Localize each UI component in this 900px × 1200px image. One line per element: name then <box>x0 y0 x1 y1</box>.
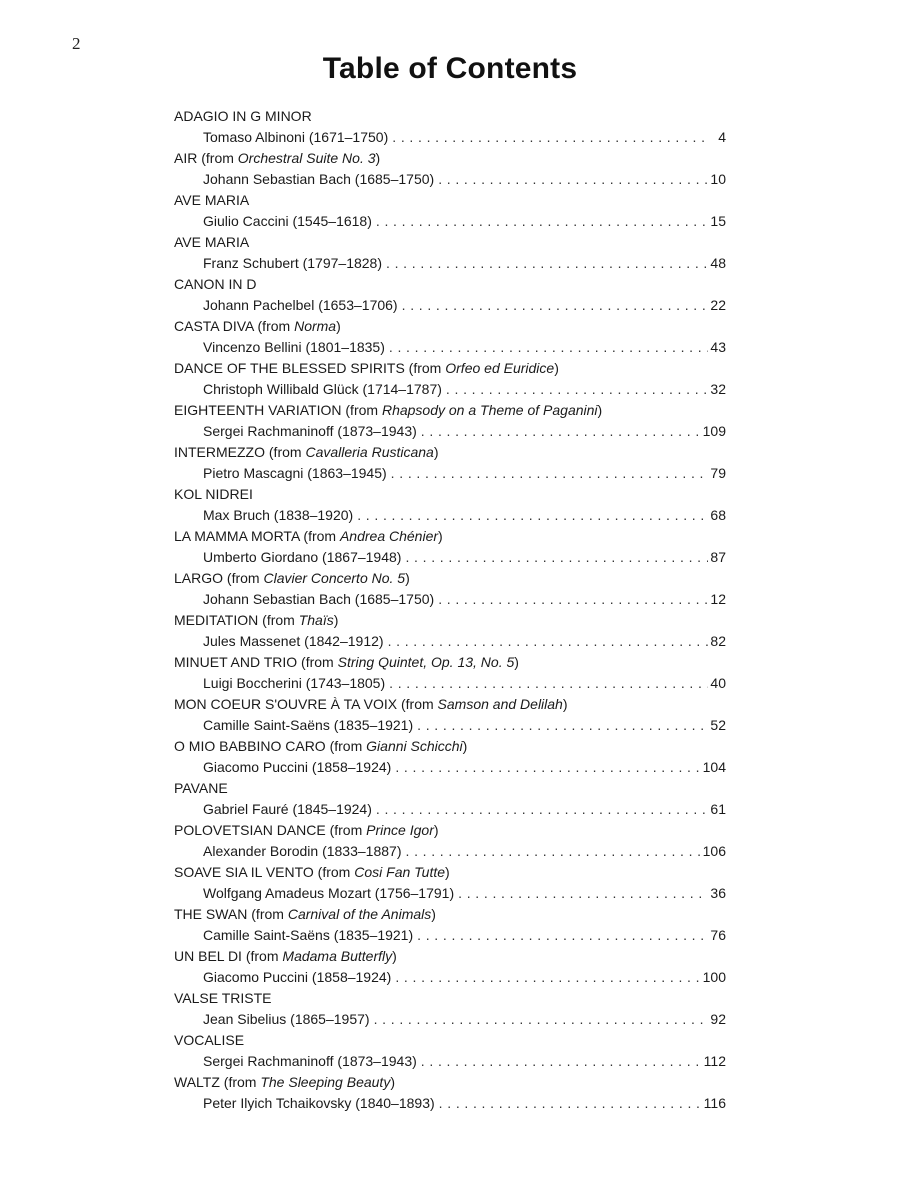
song-title: CASTA DIVA <box>174 318 254 334</box>
dot-leader <box>395 967 700 988</box>
composer-line <box>174 841 726 862</box>
composer-line <box>174 337 726 358</box>
composer-line <box>174 169 726 190</box>
song-title-line <box>174 484 726 505</box>
composer: Giulio Caccini (1545–1618) <box>203 213 372 229</box>
song-title: LA MAMMA MORTA <box>174 528 300 544</box>
source-prefix: (from <box>404 360 446 376</box>
dot-leader <box>402 295 709 316</box>
dot-leader <box>374 1009 709 1030</box>
composer: Wolfgang Amadeus Mozart (1756–1791) <box>203 885 455 901</box>
source-work: Norma <box>294 318 337 334</box>
toc-entry[interactable] <box>174 1072 726 1114</box>
source-work: Prince Igor <box>366 822 434 838</box>
toc-entry[interactable] <box>174 148 726 190</box>
song-title: CANON IN D <box>174 276 257 292</box>
song-title-line <box>174 694 726 715</box>
source-prefix: (from <box>247 906 288 922</box>
source-prefix: (from <box>397 696 438 712</box>
song-title: DANCE OF THE BLESSED SPIRITS <box>174 360 405 376</box>
toc-entry[interactable] <box>174 652 726 694</box>
page-number: 2 <box>72 34 81 53</box>
composer-line <box>174 127 726 148</box>
song-title-line <box>174 736 726 757</box>
composer-line <box>174 253 726 274</box>
source-suffix: ) <box>336 318 341 334</box>
composer: Umberto Giordano (1867–1948) <box>203 549 402 565</box>
toc-entry[interactable] <box>174 568 726 610</box>
dot-leader <box>357 505 708 526</box>
song-title: AVE MARIA <box>174 192 250 208</box>
source-work: String Quintet, Op. 13, No. 5 <box>337 654 515 670</box>
table-of-contents <box>174 106 726 1114</box>
page-ref: 109 <box>702 423 726 439</box>
toc-entry[interactable] <box>174 358 726 400</box>
song-title: UN BEL DI <box>174 948 242 964</box>
toc-entry[interactable] <box>174 862 726 904</box>
composer: Tomaso Albinoni (1671–1750) <box>203 129 389 145</box>
page-ref: 104 <box>702 759 726 775</box>
dot-leader <box>417 715 708 736</box>
dot-leader <box>392 127 710 148</box>
dot-leader <box>458 883 708 904</box>
song-title: ADAGIO IN G MINOR <box>174 108 312 124</box>
song-title-line <box>174 568 726 589</box>
song-title-line <box>174 652 726 673</box>
source-prefix: (from <box>325 738 367 754</box>
toc-entry[interactable] <box>174 106 726 148</box>
song-title-line <box>174 946 726 967</box>
source-prefix: (from <box>253 318 295 334</box>
composer: Peter Ilyich Tchaikovsky (1840–1893) <box>203 1095 435 1111</box>
composer: Sergei Rachmaninoff (1873–1943) <box>203 423 417 439</box>
song-title: MON COEUR S'OUVRE À TA VOIX <box>174 696 398 712</box>
dot-leader <box>389 337 709 358</box>
song-title: SOAVE SIA IL VENTO <box>174 864 314 880</box>
source-work: Rhapsody on a Theme of Paganini <box>381 402 598 418</box>
toc-entry[interactable] <box>174 694 726 736</box>
page-ref: 112 <box>703 1053 726 1069</box>
page-ref: 40 <box>710 675 726 691</box>
composer-line <box>174 715 726 736</box>
source-work: Andrea Chénier <box>339 528 439 544</box>
page-ref: 4 <box>718 129 726 145</box>
song-title: THE SWAN <box>174 906 248 922</box>
toc-entry[interactable] <box>174 778 726 820</box>
source-suffix: ) <box>405 570 410 586</box>
song-title-line <box>174 1030 726 1051</box>
composer-line <box>174 883 726 904</box>
source-work: Gianni Schicchi <box>366 738 463 754</box>
dot-leader <box>421 421 701 442</box>
source-suffix: ) <box>390 1074 395 1090</box>
song-title-line <box>174 1072 726 1093</box>
dot-leader <box>438 169 708 190</box>
source-work: Clavier Concerto No. 5 <box>263 570 406 586</box>
source-suffix: ) <box>433 444 439 460</box>
page-ref: 61 <box>710 801 726 817</box>
dot-leader <box>386 253 708 274</box>
dot-leader <box>388 631 709 652</box>
source-work: Carnival of the Animals <box>287 906 432 922</box>
song-title: VALSE TRISTE <box>174 990 272 1006</box>
dot-leader <box>439 1093 702 1114</box>
source-prefix: (from <box>241 948 283 964</box>
source-suffix: ) <box>375 150 381 166</box>
composer: Johann Pachelbel (1653–1706) <box>203 297 398 313</box>
source-suffix: ) <box>433 822 439 838</box>
source-suffix: ) <box>431 906 436 922</box>
dot-leader <box>395 757 700 778</box>
page-ref: 82 <box>710 633 726 649</box>
composer: Giacomo Puccini (1858–1924) <box>203 759 392 775</box>
song-title-line <box>174 820 726 841</box>
source-suffix: ) <box>392 948 397 964</box>
toc-entry[interactable] <box>174 316 726 358</box>
source-work: Orfeo ed Euridice <box>445 360 555 376</box>
song-title-line <box>174 904 726 925</box>
song-title: INTERMEZZO <box>174 444 265 460</box>
composer-line <box>174 1009 726 1030</box>
page-ref: 100 <box>702 969 726 985</box>
source-prefix: (from <box>299 528 340 544</box>
song-title-line <box>174 526 726 547</box>
composer-line <box>174 631 726 652</box>
dot-leader <box>391 463 709 484</box>
source-suffix: ) <box>333 612 339 628</box>
composer-line <box>174 295 726 316</box>
source-prefix: (from <box>325 822 367 838</box>
source-work: Samson and Delilah <box>437 696 563 712</box>
song-title-line <box>174 274 726 295</box>
source-work: Thaïs <box>298 612 334 628</box>
song-title-line <box>174 358 726 379</box>
song-title-line <box>174 610 726 631</box>
page-ref: 68 <box>710 507 726 523</box>
toc-entry[interactable] <box>174 1030 726 1072</box>
source-prefix: (from <box>223 570 264 586</box>
song-title: WALTZ <box>174 1074 220 1090</box>
composer: Johann Sebastian Bach (1685–1750) <box>203 591 435 607</box>
composer: Vincenzo Bellini (1801–1835) <box>203 339 385 355</box>
dot-leader <box>446 379 709 400</box>
source-work: The Sleeping Beauty <box>260 1074 391 1090</box>
source-suffix: ) <box>462 738 468 754</box>
source-prefix: (from <box>341 402 382 418</box>
toc-entry[interactable] <box>174 232 726 274</box>
composer-line <box>174 421 726 442</box>
page-title: Table of Contents <box>322 52 578 85</box>
page-ref: 10 <box>710 171 726 187</box>
source-work: Orchestral Suite No. 3 <box>237 150 376 166</box>
dot-leader <box>417 925 708 946</box>
composer-line <box>174 1093 726 1114</box>
composer: Max Bruch (1838–1920) <box>203 507 354 523</box>
page-ref: 12 <box>710 591 726 607</box>
composer-line <box>174 211 726 232</box>
composer: Alexander Borodin (1833–1887) <box>203 843 402 859</box>
source-prefix: (from <box>313 864 355 880</box>
source-suffix: ) <box>514 654 519 670</box>
composer-line <box>174 379 726 400</box>
composer: Christoph Willibald Glück (1714–1787) <box>203 381 442 397</box>
source-work: Cavalleria Rusticana <box>305 444 434 460</box>
page-ref: 36 <box>710 885 726 901</box>
composer-line <box>174 925 726 946</box>
toc-entry[interactable] <box>174 904 726 946</box>
dot-leader <box>376 799 709 820</box>
composer: Johann Sebastian Bach (1685–1750) <box>203 171 435 187</box>
dot-leader <box>421 1051 702 1072</box>
toc-entry[interactable] <box>174 946 726 988</box>
toc-entry[interactable] <box>174 400 726 442</box>
source-prefix: (from <box>297 654 338 670</box>
composer-line <box>174 757 726 778</box>
page-ref: 106 <box>702 843 726 859</box>
toc-entry[interactable] <box>174 736 726 778</box>
source-work: Madama Butterfly <box>282 948 393 964</box>
dot-leader <box>389 673 708 694</box>
source-prefix: (from <box>258 612 299 628</box>
page-ref: 87 <box>710 549 726 565</box>
composer: Franz Schubert (1797–1828) <box>203 255 382 271</box>
source-suffix: ) <box>438 528 443 544</box>
song-title: POLOVETSIAN DANCE <box>174 822 326 838</box>
song-title-line <box>174 106 726 127</box>
song-title-line <box>174 148 726 169</box>
toc-entry[interactable] <box>174 190 726 232</box>
song-title-line <box>174 442 726 463</box>
song-title-line <box>174 988 726 1009</box>
page-ref: 92 <box>710 1011 726 1027</box>
toc-entry[interactable] <box>174 820 726 862</box>
song-title: PAVANE <box>174 780 228 796</box>
composer: Jules Massenet (1842–1912) <box>203 633 384 649</box>
toc-entry[interactable] <box>174 610 726 652</box>
toc-entry[interactable] <box>174 526 726 568</box>
toc-entry[interactable] <box>174 274 726 316</box>
song-title: LARGO <box>174 570 224 586</box>
page-ref: 76 <box>710 927 726 943</box>
composer: Giacomo Puccini (1858–1924) <box>203 969 392 985</box>
page-ref: 43 <box>710 339 726 355</box>
composer-line <box>174 505 726 526</box>
source-suffix: ) <box>562 696 568 712</box>
composer-line <box>174 967 726 988</box>
dot-leader <box>438 589 708 610</box>
composer-line <box>174 1051 726 1072</box>
page-ref: 116 <box>703 1095 726 1111</box>
song-title-line <box>174 862 726 883</box>
composer-line <box>174 673 726 694</box>
source-suffix: ) <box>554 360 559 376</box>
page-ref: 48 <box>710 255 726 271</box>
dot-leader <box>405 547 708 568</box>
song-title-line <box>174 778 726 799</box>
page-ref: 15 <box>710 213 726 229</box>
dot-leader <box>376 211 709 232</box>
song-title: O MIO BABBINO CARO <box>174 738 326 754</box>
source-prefix: (from <box>265 444 306 460</box>
song-title: VOCALISE <box>174 1032 245 1048</box>
page-ref: 32 <box>710 381 726 397</box>
composer-line <box>174 799 726 820</box>
song-title-line <box>174 316 726 337</box>
composer: Gabriel Fauré (1845–1924) <box>203 801 372 817</box>
song-title: MINUET AND TRIO <box>174 654 298 670</box>
song-title-line <box>174 400 726 421</box>
song-title: AVE MARIA <box>174 234 250 250</box>
source-suffix: ) <box>445 864 450 880</box>
source-suffix: ) <box>597 402 603 418</box>
song-title: KOL NIDREI <box>174 486 253 502</box>
source-prefix: (from <box>197 150 238 166</box>
composer: Luigi Boccherini (1743–1805) <box>203 675 386 691</box>
composer-line <box>174 547 726 568</box>
song-title: EIGHTEENTH VARIATION <box>174 402 342 418</box>
toc-entry[interactable] <box>174 442 726 484</box>
page-ref: 52 <box>710 717 726 733</box>
composer: Pietro Mascagni (1863–1945) <box>203 465 387 481</box>
composer: Camille Saint-Saëns (1835–1921) <box>203 717 414 733</box>
composer-line <box>174 589 726 610</box>
song-title: MEDITATION <box>174 612 259 628</box>
composer: Sergei Rachmaninoff (1873–1943) <box>203 1053 417 1069</box>
song-title: AIR <box>174 150 198 166</box>
toc-entry[interactable] <box>174 988 726 1030</box>
composer-line <box>174 463 726 484</box>
toc-entry[interactable] <box>174 484 726 526</box>
dot-leader <box>405 841 700 862</box>
page-ref: 79 <box>710 465 726 481</box>
source-work: Cosi Fan Tutte <box>354 864 446 880</box>
source-prefix: (from <box>219 1074 261 1090</box>
song-title-line <box>174 232 726 253</box>
song-title-line <box>174 190 726 211</box>
composer: Jean Sibelius (1865–1957) <box>203 1011 370 1027</box>
composer: Camille Saint-Saëns (1835–1921) <box>203 927 414 943</box>
page-ref: 22 <box>710 297 726 313</box>
